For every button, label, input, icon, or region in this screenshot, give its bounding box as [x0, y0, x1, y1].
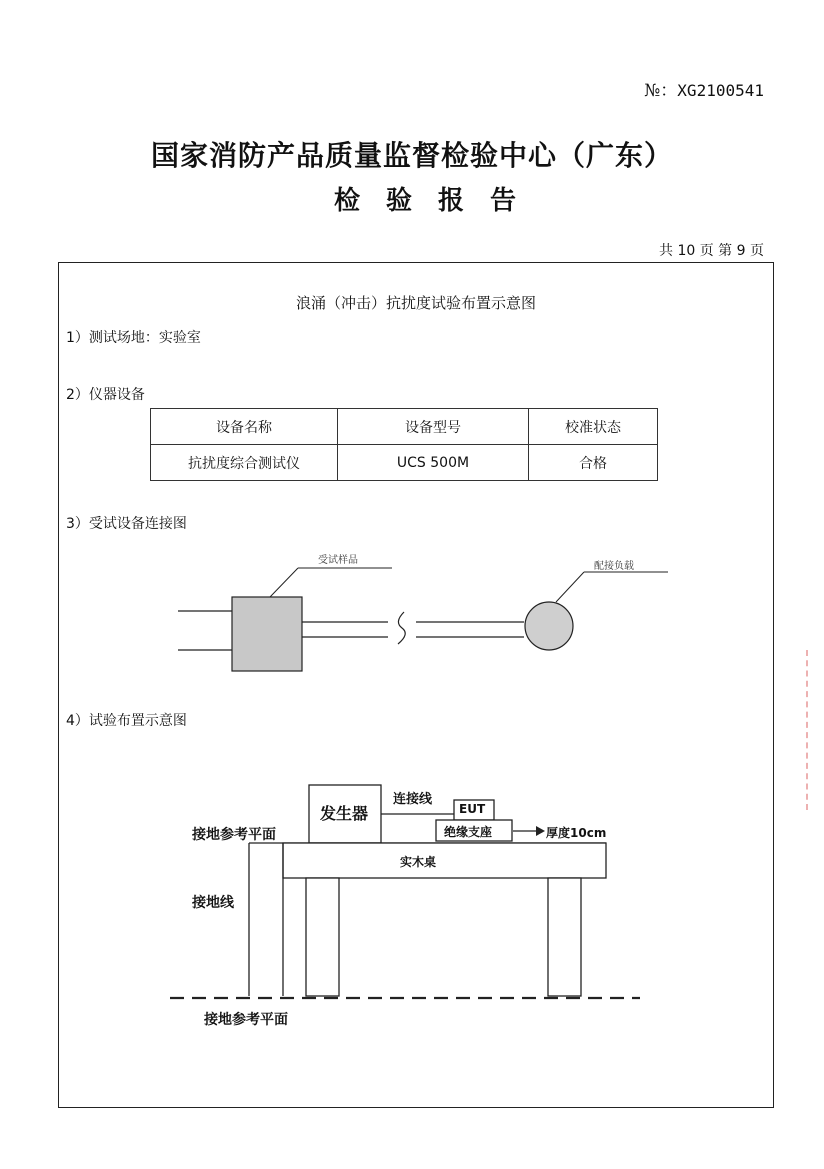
header-cell-model: 设备型号 [338, 409, 529, 445]
ground-plane-top-label: 接地参考平面 [192, 827, 276, 843]
ground-plane-bottom-label: 接地参考平面 [204, 1012, 288, 1028]
section-layout-diagram: 4）试验布置示意图 [66, 713, 187, 729]
section-connection-diagram: 3）受试设备连接图 [66, 516, 187, 532]
load-circle [525, 602, 573, 650]
seal-stamp-edge [806, 650, 824, 810]
organization-title: 国家消防产品质量监督检验中心（广东） [150, 139, 673, 172]
cable-label: 连接线 [393, 792, 433, 807]
table-leg-left [306, 878, 339, 996]
report-number-prefix: №： [644, 81, 678, 101]
header-cell-calibration: 校准状态 [529, 409, 658, 445]
break-mark [398, 612, 405, 644]
load-leader-line [556, 572, 584, 602]
connection-diagram [0, 540, 824, 690]
eut-box [232, 597, 302, 671]
generator-label: 发生器 [320, 804, 369, 823]
wooden-table-top [283, 843, 606, 878]
cell-equipment-model: UCS 500M [338, 445, 529, 481]
table-label: 实木桌 [400, 855, 437, 869]
eut-label: 受试样品 [318, 555, 358, 566]
thickness-label: 厚度10cm [546, 826, 607, 840]
report-number-value: XG2100541 [677, 81, 764, 100]
table-leg-right [548, 878, 581, 996]
equipment-table [150, 408, 658, 481]
page-indicator: 共 10 页 第 9 页 [659, 243, 764, 259]
section-equipment: 2）仪器设备 [66, 387, 145, 403]
table-row [151, 445, 658, 481]
document-title: 检验报告 [333, 186, 542, 216]
insulation-label: 绝缘支座 [444, 825, 493, 839]
table-header-row [151, 409, 658, 445]
eut-leader-line [270, 568, 298, 597]
diagram-page-subtitle: 浪涌（冲击）抗扰度试验布置示意图 [295, 294, 536, 312]
report-number [644, 76, 764, 101]
cell-calibration-status: 合格 [529, 445, 658, 481]
header-cell-name: 设备名称 [151, 409, 338, 445]
thickness-arrowhead [536, 826, 545, 836]
ground-wire-label: 接地线 [192, 895, 234, 911]
section-test-site: 1）测试场地：实验室 [66, 330, 201, 346]
cell-equipment-name: 抗扰度综合测试仪 [151, 445, 338, 481]
eut-text: EUT [459, 802, 486, 816]
load-label: 配接负载 [594, 561, 634, 572]
